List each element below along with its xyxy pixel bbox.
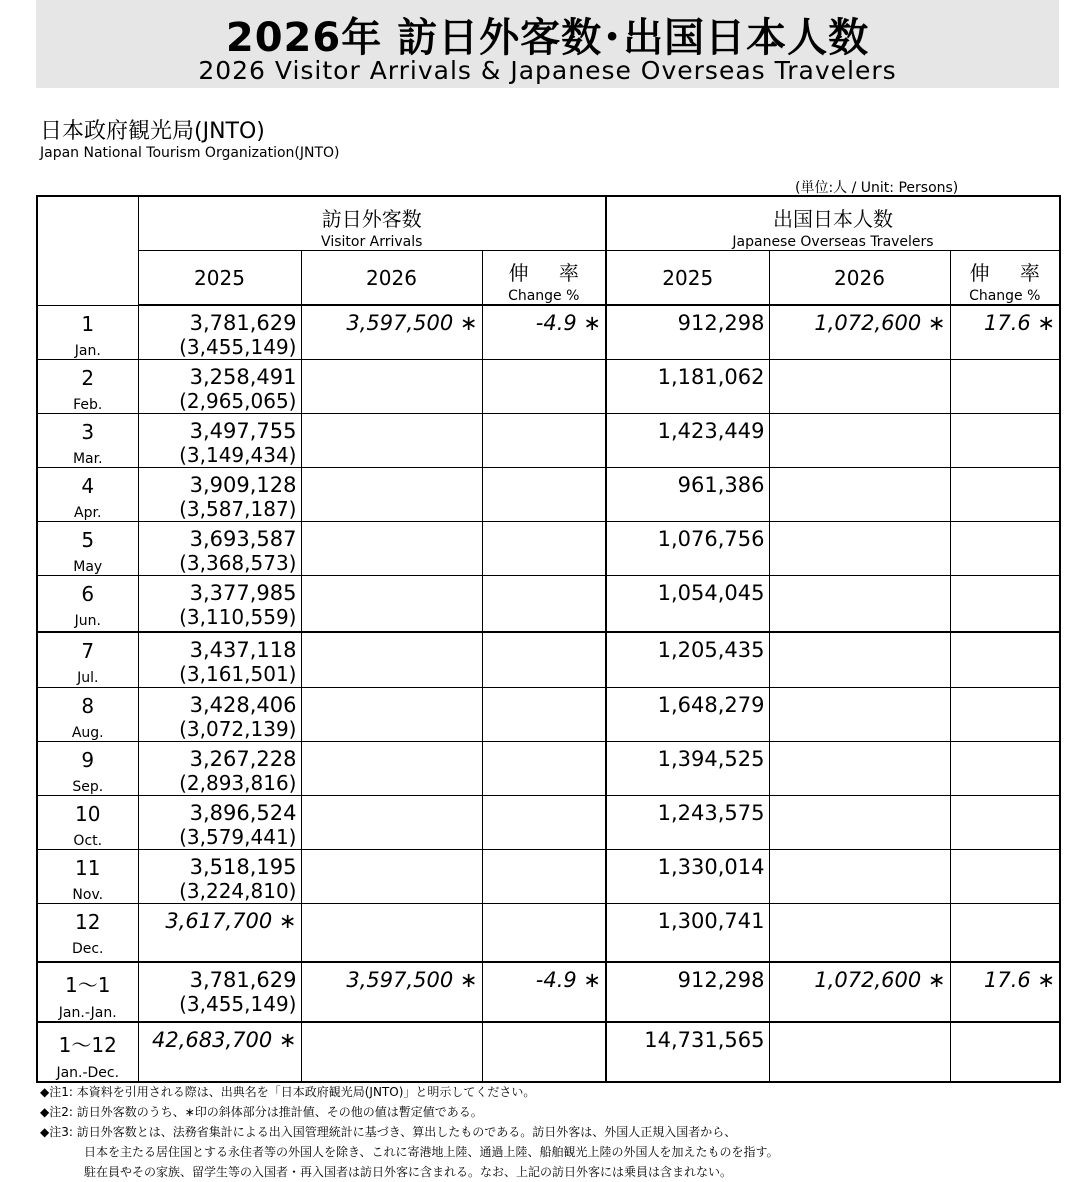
travelers-change-cell bbox=[950, 305, 1060, 360]
header-row-years bbox=[37, 251, 1060, 306]
visitors-change-cell bbox=[482, 576, 606, 632]
visitors-change-cell bbox=[482, 522, 606, 576]
travelers-change-cell bbox=[950, 850, 1060, 904]
travelers-2026-header: 2026 bbox=[769, 251, 950, 306]
table-row bbox=[37, 576, 1060, 632]
travelers-2026-cell bbox=[769, 1022, 950, 1082]
footnote: 駐在員やその家族、留学生等の入国者・再入国者は訪日外客に含まれる。なお、上記の訪日外客には乗員は含まれない。 bbox=[84, 1165, 733, 1179]
cell-value: 3,428,406 bbox=[189, 693, 297, 717]
visitors-2025-cell bbox=[138, 522, 301, 576]
month-cell bbox=[37, 962, 138, 1022]
visitors-change-cell bbox=[482, 360, 606, 414]
footnotes bbox=[40, 1082, 779, 1182]
visitors-2025-header: 2025 bbox=[138, 251, 301, 306]
previous-value: (3,224,810) bbox=[179, 879, 297, 903]
visitors-2025-cell bbox=[138, 742, 301, 796]
footnote: ◆注3: 訪日外客数とは、法務省集計による出入国管理統計に基づき、算出したものである。訪日外客は、外国人正規入国者から、 bbox=[40, 1125, 737, 1139]
travelers-change-header bbox=[950, 251, 1060, 306]
footnote: ◆注2: 訪日外客数のうち、∗印の斜体部分は推計値、その他の値は暫定値である。 bbox=[40, 1105, 483, 1119]
cell-value: 1,394,525 bbox=[657, 747, 765, 771]
month-abbr: Apr. bbox=[74, 505, 102, 521]
cell-value: 961,386 bbox=[677, 473, 765, 497]
travelers-2026-cell bbox=[769, 688, 950, 742]
visitors-2025-cell bbox=[138, 688, 301, 742]
month-abbr: Nov. bbox=[72, 887, 104, 903]
previous-value: (3,072,139) bbox=[179, 717, 297, 741]
travelers-2026-cell bbox=[769, 742, 950, 796]
month-abbr: Jan.-Jan. bbox=[58, 1004, 117, 1021]
travelers-group-header bbox=[606, 196, 1060, 251]
month-abbr: Jan. bbox=[74, 342, 101, 359]
table-row bbox=[37, 360, 1060, 414]
unit-label: (単位:人 / Unit: Persons) bbox=[795, 180, 959, 196]
month-number: 1～1 bbox=[65, 972, 111, 997]
footnote: ◆注1: 本資料を引用される際は、出典名を「日本政府観光局(JNTO)」と明示してください。 bbox=[40, 1085, 536, 1099]
visitors-2026-cell bbox=[301, 904, 482, 962]
visitors-change-cell bbox=[482, 962, 606, 1022]
table-row bbox=[37, 522, 1060, 576]
cell-value: 3,693,587 bbox=[189, 527, 297, 551]
travelers-2025-cell bbox=[606, 468, 769, 522]
visitors-2026-cell bbox=[301, 632, 482, 688]
travelers-2025-cell bbox=[606, 904, 769, 962]
travelers-2025-cell bbox=[606, 962, 769, 1022]
change-header-en: Change % bbox=[508, 288, 580, 304]
cell-value: 3,377,985 bbox=[189, 581, 297, 605]
month-cell bbox=[37, 632, 138, 688]
travelers-2026-cell bbox=[769, 305, 950, 360]
month-abbr: Aug. bbox=[71, 725, 104, 741]
cell-value: 3,497,755 bbox=[189, 419, 297, 443]
month-number: 1～12 bbox=[58, 1032, 117, 1057]
cell-value: 912,298 bbox=[677, 311, 765, 335]
travelers-2025-cell bbox=[606, 688, 769, 742]
travelers-change-cell bbox=[950, 1022, 1060, 1082]
cell-value: -4.9 ∗ bbox=[535, 967, 601, 992]
visitors-change-cell bbox=[482, 796, 606, 850]
table-row bbox=[37, 962, 1060, 1022]
visitors-change-cell bbox=[482, 468, 606, 522]
month-abbr: Jun. bbox=[74, 613, 101, 629]
travelers-2026-cell bbox=[769, 962, 950, 1022]
cell-value: 1,300,741 bbox=[657, 909, 765, 933]
month-number: 5 bbox=[81, 528, 95, 552]
travelers-header-jp: 出国日本人数 bbox=[773, 207, 893, 231]
month-cell bbox=[37, 1022, 138, 1082]
travelers-2026-cell bbox=[769, 904, 950, 962]
visitors-2026-cell bbox=[301, 962, 482, 1022]
table-row bbox=[37, 1022, 1060, 1082]
travelers-2025-cell bbox=[606, 632, 769, 688]
org-name-jp: 日本政府観光局(JNTO) bbox=[40, 119, 265, 144]
cell-value: 912,298 bbox=[677, 967, 765, 992]
visitors-2026-cell bbox=[301, 850, 482, 904]
visitors-2026-cell bbox=[301, 305, 482, 360]
previous-value: (3,579,441) bbox=[179, 825, 297, 849]
travelers-2026-cell bbox=[769, 576, 950, 632]
month-header-cell bbox=[37, 196, 138, 305]
visitors-2026-cell bbox=[301, 522, 482, 576]
travelers-2025-header: 2025 bbox=[606, 251, 769, 306]
table-row bbox=[37, 904, 1060, 962]
visitors-2025-cell bbox=[138, 904, 301, 962]
table-row bbox=[37, 414, 1060, 468]
previous-value: (3,161,501) bbox=[179, 661, 297, 686]
cell-value: 3,267,228 bbox=[189, 747, 297, 771]
cell-value: 14,731,565 bbox=[644, 1027, 765, 1052]
month-abbr: Feb. bbox=[73, 397, 103, 413]
cell-value: 3,617,700 ∗ bbox=[165, 909, 297, 933]
month-cell bbox=[37, 796, 138, 850]
visitors-2025-cell bbox=[138, 796, 301, 850]
month-abbr: Jul. bbox=[77, 669, 99, 686]
month-cell bbox=[37, 904, 138, 962]
visitors-2025-cell bbox=[138, 414, 301, 468]
visitors-2026-cell bbox=[301, 576, 482, 632]
table-row bbox=[37, 742, 1060, 796]
month-number: 10 bbox=[75, 802, 101, 826]
table-row bbox=[37, 688, 1060, 742]
travelers-2025-cell bbox=[606, 305, 769, 360]
cell-value: 1,205,435 bbox=[657, 637, 765, 662]
travelers-2025-cell bbox=[606, 414, 769, 468]
cell-value: 42,683,700 ∗ bbox=[151, 1027, 297, 1052]
travelers-change-cell bbox=[950, 522, 1060, 576]
cell-value: 1,076,756 bbox=[657, 527, 765, 551]
cell-value: 17.6 ∗ bbox=[983, 967, 1055, 992]
cell-value: 3,258,491 bbox=[189, 365, 297, 389]
travelers-2026-cell bbox=[769, 414, 950, 468]
previous-value: (3,110,559) bbox=[179, 605, 297, 629]
previous-value: (2,893,816) bbox=[179, 771, 297, 795]
previous-value: (3,587,187) bbox=[179, 497, 297, 521]
travelers-2026-cell bbox=[769, 522, 950, 576]
month-cell bbox=[37, 305, 138, 360]
month-cell bbox=[37, 850, 138, 904]
month-abbr: May bbox=[73, 559, 103, 575]
visitors-2025-cell bbox=[138, 962, 301, 1022]
travelers-2025-cell bbox=[606, 742, 769, 796]
travelers-change-cell bbox=[950, 742, 1060, 796]
table-row bbox=[37, 305, 1060, 360]
cell-value: 17.6 ∗ bbox=[983, 311, 1055, 335]
travelers-2025-cell bbox=[606, 576, 769, 632]
travelers-2026-cell bbox=[769, 632, 950, 688]
cell-value: 1,054,045 bbox=[657, 581, 765, 605]
month-number: 11 bbox=[75, 856, 101, 880]
month-cell bbox=[37, 468, 138, 522]
org-name-en: Japan National Tourism Organization(JNTO) bbox=[40, 145, 340, 161]
visitors-2025-cell bbox=[138, 632, 301, 688]
month-number: 2 bbox=[81, 366, 95, 390]
visitors-2025-cell bbox=[138, 305, 301, 360]
visitors-change-cell bbox=[482, 1022, 606, 1082]
month-cell bbox=[37, 688, 138, 742]
header-row-groups bbox=[37, 196, 1060, 251]
table-row bbox=[37, 468, 1060, 522]
cell-value: 3,781,629 bbox=[189, 967, 297, 992]
month-cell bbox=[37, 576, 138, 632]
cell-value: 3,518,195 bbox=[189, 855, 297, 879]
cell-value: 1,243,575 bbox=[657, 801, 765, 825]
month-abbr: Sep. bbox=[72, 779, 104, 795]
visitors-2025-cell bbox=[138, 850, 301, 904]
month-number: 4 bbox=[81, 474, 95, 498]
visitors-change-cell bbox=[482, 904, 606, 962]
visitors-2025-cell bbox=[138, 1022, 301, 1082]
cell-value: 1,330,014 bbox=[657, 855, 765, 879]
travelers-2025-cell bbox=[606, 360, 769, 414]
travelers-2025-cell bbox=[606, 1022, 769, 1082]
visitors-2026-cell bbox=[301, 1022, 482, 1082]
cell-value: 3,597,500 ∗ bbox=[346, 311, 478, 335]
cell-value: 3,909,128 bbox=[189, 473, 297, 497]
travelers-header-en: Japanese Overseas Travelers bbox=[732, 234, 934, 250]
page-subtitle: 2026 Visitor Arrivals & Japanese Overseas Travelers bbox=[198, 56, 897, 85]
travelers-change-cell bbox=[950, 688, 1060, 742]
visitors-2026-cell bbox=[301, 468, 482, 522]
travelers-change-cell bbox=[950, 796, 1060, 850]
month-abbr: Oct. bbox=[73, 833, 103, 849]
cell-value: 3,896,524 bbox=[189, 801, 297, 825]
footnote: 日本を主たる居住国とする永住者等の外国人を除き、これに寄港地上陸、通過上陸、船舶観光上陸の外国人を加えたものを指す。 bbox=[84, 1145, 779, 1159]
cell-value: -4.9 ∗ bbox=[535, 311, 601, 335]
visitors-2026-header: 2026 bbox=[301, 251, 482, 306]
month-cell bbox=[37, 360, 138, 414]
month-number: 8 bbox=[81, 694, 95, 718]
cell-value: 3,781,629 bbox=[189, 311, 297, 335]
visitors-2025-cell bbox=[138, 576, 301, 632]
previous-value: (3,368,573) bbox=[179, 551, 297, 575]
visitors-change-cell bbox=[482, 632, 606, 688]
month-number: 12 bbox=[75, 910, 101, 934]
previous-value: (3,455,149) bbox=[179, 991, 297, 1016]
cell-value: 1,648,279 bbox=[657, 693, 765, 717]
travelers-change-cell bbox=[950, 414, 1060, 468]
visitors-2026-cell bbox=[301, 796, 482, 850]
visitors-2026-cell bbox=[301, 742, 482, 796]
travelers-2025-cell bbox=[606, 850, 769, 904]
change-header-en: Change % bbox=[969, 288, 1041, 304]
month-cell bbox=[37, 414, 138, 468]
visitors-change-cell bbox=[482, 688, 606, 742]
month-number: 9 bbox=[81, 748, 95, 772]
visitors-header-en: Visitor Arrivals bbox=[321, 234, 423, 250]
travelers-2026-cell bbox=[769, 360, 950, 414]
cell-value: 1,423,449 bbox=[657, 419, 765, 443]
travelers-2025-cell bbox=[606, 796, 769, 850]
travelers-change-cell bbox=[950, 468, 1060, 522]
travelers-2026-cell bbox=[769, 850, 950, 904]
travelers-change-cell bbox=[950, 576, 1060, 632]
cell-value: 1,181,062 bbox=[657, 365, 765, 389]
page-title: 2026年 訪日外客数･出国日本人数 bbox=[225, 15, 870, 61]
visitors-2026-cell bbox=[301, 360, 482, 414]
previous-value: (2,965,065) bbox=[179, 389, 297, 413]
month-abbr: Dec. bbox=[71, 941, 104, 957]
table-row bbox=[37, 632, 1060, 688]
cell-value: 3,597,500 ∗ bbox=[346, 967, 478, 992]
title-band bbox=[36, 0, 1059, 88]
visitors-change-cell bbox=[482, 414, 606, 468]
visitors-change-header bbox=[482, 251, 606, 306]
month-cell bbox=[37, 742, 138, 796]
statistics-table bbox=[36, 195, 1061, 1083]
month-number: 6 bbox=[81, 582, 95, 606]
travelers-change-cell bbox=[950, 632, 1060, 688]
visitors-2025-cell bbox=[138, 468, 301, 522]
table-row bbox=[37, 850, 1060, 904]
cell-value: 1,072,600 ∗ bbox=[814, 967, 946, 992]
month-number: 1 bbox=[81, 311, 95, 336]
travelers-2026-cell bbox=[769, 796, 950, 850]
month-abbr: Jan.-Dec. bbox=[56, 1064, 120, 1081]
visitors-header-jp: 訪日外客数 bbox=[321, 207, 422, 231]
cell-value: 1,072,600 ∗ bbox=[814, 311, 946, 335]
previous-value: (3,455,149) bbox=[179, 335, 297, 359]
travelers-change-cell bbox=[950, 962, 1060, 1022]
visitors-group-header bbox=[138, 196, 606, 251]
visitors-2026-cell bbox=[301, 688, 482, 742]
visitors-change-cell bbox=[482, 742, 606, 796]
change-header-jp: 伸 率 bbox=[508, 261, 591, 285]
visitors-change-cell bbox=[482, 850, 606, 904]
travelers-change-cell bbox=[950, 360, 1060, 414]
month-number: 7 bbox=[81, 638, 95, 663]
visitors-2026-cell bbox=[301, 414, 482, 468]
month-cell bbox=[37, 522, 138, 576]
travelers-2026-cell bbox=[769, 468, 950, 522]
travelers-change-cell bbox=[950, 904, 1060, 962]
cell-value: 3,437,118 bbox=[189, 637, 297, 662]
travelers-2025-cell bbox=[606, 522, 769, 576]
visitors-change-cell bbox=[482, 305, 606, 360]
visitors-2025-cell bbox=[138, 360, 301, 414]
table-row bbox=[37, 796, 1060, 850]
month-number: 3 bbox=[81, 420, 95, 444]
change-header-jp: 伸 率 bbox=[969, 261, 1052, 285]
month-abbr: Mar. bbox=[72, 451, 103, 467]
previous-value: (3,149,434) bbox=[179, 443, 297, 467]
